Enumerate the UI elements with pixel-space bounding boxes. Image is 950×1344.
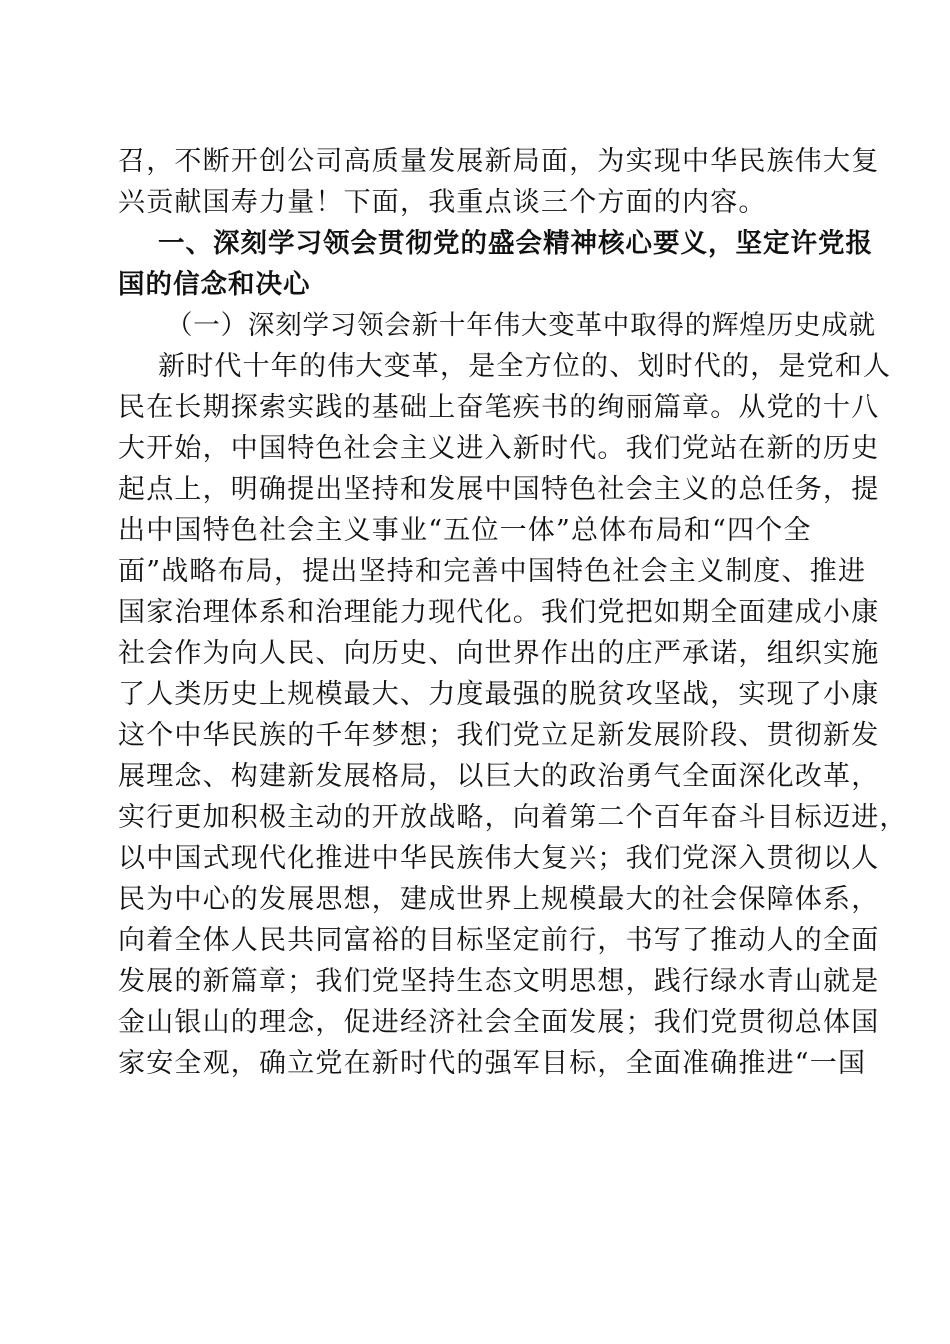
paragraph-line: 大开始，中国特色社会主义进入新时代。我们党站在新的历史 [118, 433, 880, 464]
paragraph-line: 民为中心的发展思想，建成世界上规模最大的社会保障体系， [118, 884, 880, 915]
paragraph-line: 国家治理体系和治理能力现代化。我们党把如期全面建成小康 [118, 597, 880, 628]
section-heading: 一、深刻学习领会贯彻党的盛会精神核心要义，坚定许党报 [158, 228, 873, 259]
paragraph-line: 了人类历史上规模最大、力度最强的脱贫攻坚战，实现了小康 [118, 679, 880, 710]
paragraph-line: 起点上，明确提出坚持和发展中国特色社会主义的总任务，提 [118, 474, 880, 505]
paragraph-line: 向着全体人民共同富裕的目标坚定前行，书写了推动人的全面 [118, 925, 880, 956]
paragraph-line: 实行更加积极主动的开放战略，向着第二个百年奋斗目标迈进， [118, 802, 908, 833]
paragraph-line: 新时代十年的伟大变革，是全方位的、划时代的，是党和人 [158, 351, 892, 382]
paragraph-line: 金山银山的理念，促进经济社会全面发展；我们党贯彻总体国 [118, 1007, 880, 1038]
paragraph-line: 面”战略布局，提出坚持和完善中国特色社会主义制度、推进 [118, 556, 867, 587]
paragraph-line: 展理念、构建新发展格局，以巨大的政治勇气全面深化改革， [118, 761, 880, 792]
paragraph-line: 出中国特色社会主义事业“五位一体”总体布局和“四个全 [118, 515, 812, 546]
paragraph-line: 民在长期探索实践的基础上奋笔疾书的绚丽篇章。从党的十八 [118, 392, 880, 423]
section-heading-continuation: 国的信念和决心 [118, 269, 311, 300]
document-body [118, 141, 908, 1084]
subsection-heading: （一）深刻学习领会新十年伟大变革中取得的辉煌历史成就 [166, 310, 876, 341]
paragraph-line: 发展的新篇章；我们党坚持生态文明思想，践行绿水青山就是 [118, 966, 880, 997]
paragraph-line: 兴贡献国寿力量！下面，我重点谈三个方面的内容。 [118, 187, 767, 218]
paragraph-line: 以中国式现代化推进中华民族伟大复兴；我们党深入贯彻以人 [118, 843, 880, 874]
paragraph-line: 家安全观，确立党在新时代的强军目标，全面准确推进“一国 [118, 1048, 867, 1079]
paragraph-line: 社会作为向人民、向历史、向世界作出的庄严承诺，组织实施 [118, 638, 880, 669]
paragraph-line: 这个中华民族的千年梦想；我们党立足新发展阶段、贯彻新发 [118, 720, 880, 751]
paragraph-line: 召，不断开创公司高质量发展新局面，为实现中华民族伟大复 [118, 146, 880, 177]
